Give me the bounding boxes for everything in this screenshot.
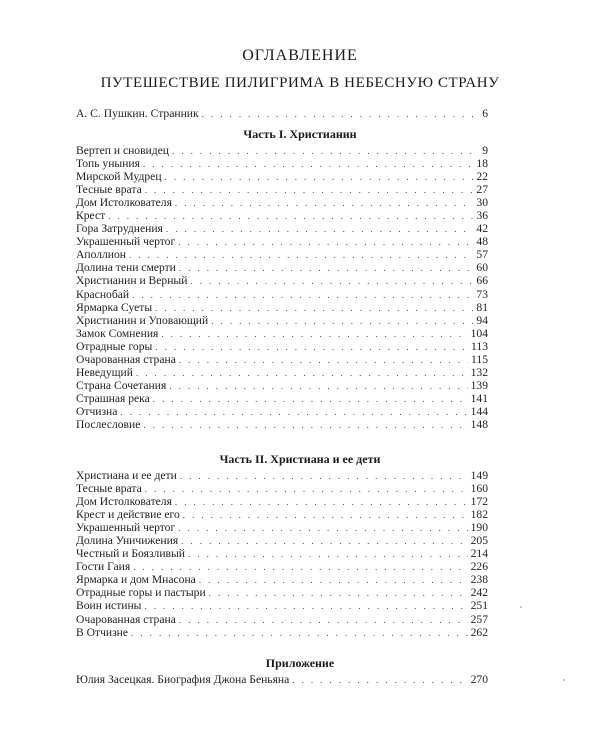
part2-list [76, 469, 488, 639]
entry-page-number: 66 [476, 274, 488, 288]
toc-entry [76, 392, 488, 405]
entry-title: Ярмарка Суеты [76, 300, 153, 314]
toc-entry [76, 261, 488, 274]
toc-entry [76, 613, 488, 626]
entry-title: Тесные врата [76, 482, 142, 496]
appendix-heading: Приложение [265, 656, 335, 670]
book-subtitle: ПУТЕШЕСТВИЕ ПИЛИГРИМА В НЕБЕСНУЮ СТРАНУ [100, 75, 500, 91]
paper-speck [563, 679, 565, 681]
entry-page-number: 27 [476, 183, 488, 197]
entry-page-number: 115 [471, 352, 488, 366]
dot-leader [144, 600, 467, 613]
entry-page-number: 205 [470, 534, 488, 548]
dot-leader [172, 145, 479, 158]
dot-leader [175, 496, 468, 509]
entry-page-number: 22 [476, 170, 488, 184]
dot-leader [165, 171, 474, 184]
toc-entry [76, 288, 488, 301]
entry-title: В Отчизне [76, 625, 129, 639]
entry-page-number: 214 [470, 547, 488, 561]
entry-page-number: 48 [476, 235, 488, 249]
entry-title: Мирской Мудрец [76, 170, 162, 184]
entry-page-number: 257 [470, 612, 488, 626]
toc-entry [76, 183, 488, 196]
dot-leader [179, 262, 474, 275]
dot-leader [181, 535, 467, 548]
paper-speck [520, 606, 522, 608]
toc-entry [76, 534, 488, 547]
entry-page-number: 148 [470, 417, 488, 431]
toc-entry [76, 353, 488, 366]
toc-entry [76, 340, 488, 353]
dot-leader [175, 197, 473, 210]
entry-title: Ярмарка и дом Мнасона [76, 573, 196, 587]
entry-page-number: 242 [470, 586, 488, 600]
toc-entry [76, 586, 488, 599]
entry-page-number: 9 [482, 144, 488, 157]
toc-entry [76, 573, 488, 586]
entry-title: Очарованная страна [76, 612, 176, 626]
entry-title: Гора Затруднения [76, 222, 163, 236]
entry-title: Юлия Засецкая. Биография Джона Беньяна [76, 673, 290, 686]
dot-leader [178, 236, 473, 249]
dot-leader [136, 367, 468, 380]
toc-entry [76, 482, 488, 495]
toc-entry [76, 196, 488, 209]
dot-leader [155, 341, 468, 354]
toc-entry [76, 418, 488, 431]
toc-entry [76, 673, 488, 686]
dot-leader [202, 108, 480, 121]
entry-title: Христианин и Верный [76, 274, 188, 288]
entry-page-number: 172 [470, 495, 488, 509]
dot-leader [180, 470, 468, 483]
toc-entry [76, 248, 488, 261]
dot-leader [209, 587, 468, 600]
entry-title: Страна Сочетания [76, 378, 167, 392]
toc-entry [76, 107, 488, 120]
entry-title: Честный и Боязливый [76, 547, 185, 561]
dot-leader [143, 419, 467, 432]
dot-leader [132, 289, 473, 302]
dot-leader [145, 184, 474, 197]
entry-page-number: 42 [476, 222, 488, 236]
dot-leader [120, 406, 467, 419]
entry-page-number: 182 [470, 508, 488, 522]
entry-page-number: 73 [476, 287, 488, 301]
toc-entry [76, 508, 488, 521]
toc-entry [76, 560, 488, 573]
toc-entry [76, 222, 488, 235]
toc-entry [76, 379, 488, 392]
entry-page-number: 81 [476, 300, 488, 314]
entry-title: А. С. Пушкин. Странник [76, 107, 199, 120]
entry-title: Краснобай [76, 287, 130, 301]
entry-title: Страшная река [76, 391, 150, 405]
dot-leader [153, 393, 468, 406]
toc-entry [76, 144, 488, 157]
entry-page-number: 104 [470, 326, 488, 340]
entry-page-number: 238 [470, 573, 488, 587]
dot-leader [169, 380, 467, 393]
toc-entry [76, 235, 488, 248]
toc-entry [76, 626, 488, 639]
dot-leader [179, 614, 468, 627]
entry-title: Воин истины [76, 599, 142, 613]
entry-title: Христиана и ее дети [76, 469, 177, 482]
entry-page-number: 270 [470, 673, 488, 686]
appendix-list [76, 673, 488, 686]
entry-title: Украшенный чертог [76, 235, 176, 249]
entry-page-number: 139 [470, 378, 488, 392]
toc-entry [76, 314, 488, 327]
entry-page-number: 190 [470, 521, 488, 535]
entry-title: Отрадные горы и пастыри [76, 586, 206, 600]
entry-title: Христианин и Уповающий [76, 313, 209, 327]
toc-entry [76, 327, 488, 340]
entry-title: Долина тени смерти [76, 261, 176, 275]
entry-page-number: 6 [482, 107, 488, 120]
entry-title: Неведущий [76, 365, 133, 379]
entry-page-number: 149 [470, 469, 488, 482]
toc-entry [76, 547, 488, 560]
dot-leader [292, 674, 467, 687]
toc-entry [76, 170, 488, 183]
entry-page-number: 144 [470, 404, 488, 418]
entry-page-number: 251 [470, 599, 488, 613]
entry-title: Гости Гаия [76, 560, 131, 574]
toc-entry [76, 157, 488, 170]
dot-leader [178, 522, 467, 535]
entry-page-number: 94 [476, 313, 488, 327]
entry-page-number: 141 [470, 391, 488, 405]
toc-entry [76, 366, 488, 379]
toc-entry [76, 495, 488, 508]
toc-entry [76, 301, 488, 314]
entry-page-number: 113 [471, 339, 488, 353]
entry-page-number: 132 [470, 365, 488, 379]
page-title: ОГЛАВЛЕНИЕ [242, 47, 358, 64]
dot-leader [161, 328, 467, 341]
entry-title: Украшенный чертог [76, 521, 176, 535]
dot-leader [190, 275, 473, 288]
toc-entry [76, 599, 488, 612]
entry-title: Очарованная страна [76, 352, 176, 366]
entry-title: Вертеп и сновидец [76, 144, 170, 157]
part2-heading: Часть II. Христиана и ее дети [219, 452, 381, 466]
entry-page-number: 30 [476, 196, 488, 210]
entry-title: Замок Сомнения [76, 326, 159, 340]
entry-title: Аполлион [76, 248, 126, 262]
toc-entry [76, 209, 488, 222]
entry-title: Дом Истолкователя [76, 196, 172, 210]
dot-leader [211, 315, 473, 328]
entry-page-number: 226 [470, 560, 488, 574]
part1-list [76, 144, 488, 431]
dot-leader [199, 574, 468, 587]
toc-entry [76, 521, 488, 534]
entry-title: Крест [76, 209, 106, 223]
entry-page-number: 18 [476, 157, 488, 171]
entry-title: Отрадные горы [76, 339, 153, 353]
entry-page-number: 160 [470, 482, 488, 496]
entry-page-number: 57 [476, 248, 488, 262]
dot-leader [145, 483, 468, 496]
entry-title: Крест и действие его [76, 508, 180, 522]
entry-page-number: 60 [476, 261, 488, 275]
entry-title: Отчизна [76, 404, 118, 418]
entry-title: Топь уныния [76, 157, 140, 171]
intro-list [76, 107, 488, 120]
dot-leader [179, 354, 468, 367]
toc-entry [76, 274, 488, 287]
dot-leader [183, 509, 468, 522]
dot-leader [129, 249, 473, 262]
entry-title: Послесловие [76, 417, 141, 431]
entry-page-number: 262 [470, 625, 488, 639]
entry-title: Дом Истолкователя [76, 495, 172, 509]
dot-leader [188, 548, 468, 561]
part1-heading: Часть I. Христианин [243, 127, 357, 141]
dot-leader [131, 627, 468, 640]
toc-entry [76, 405, 488, 418]
entry-title: Тесные врата [76, 183, 142, 197]
dot-leader [143, 158, 473, 171]
toc-entry [76, 469, 488, 482]
entry-page-number: 36 [476, 209, 488, 223]
dot-leader [166, 223, 474, 236]
entry-title: Долина Уничижения [76, 534, 179, 548]
